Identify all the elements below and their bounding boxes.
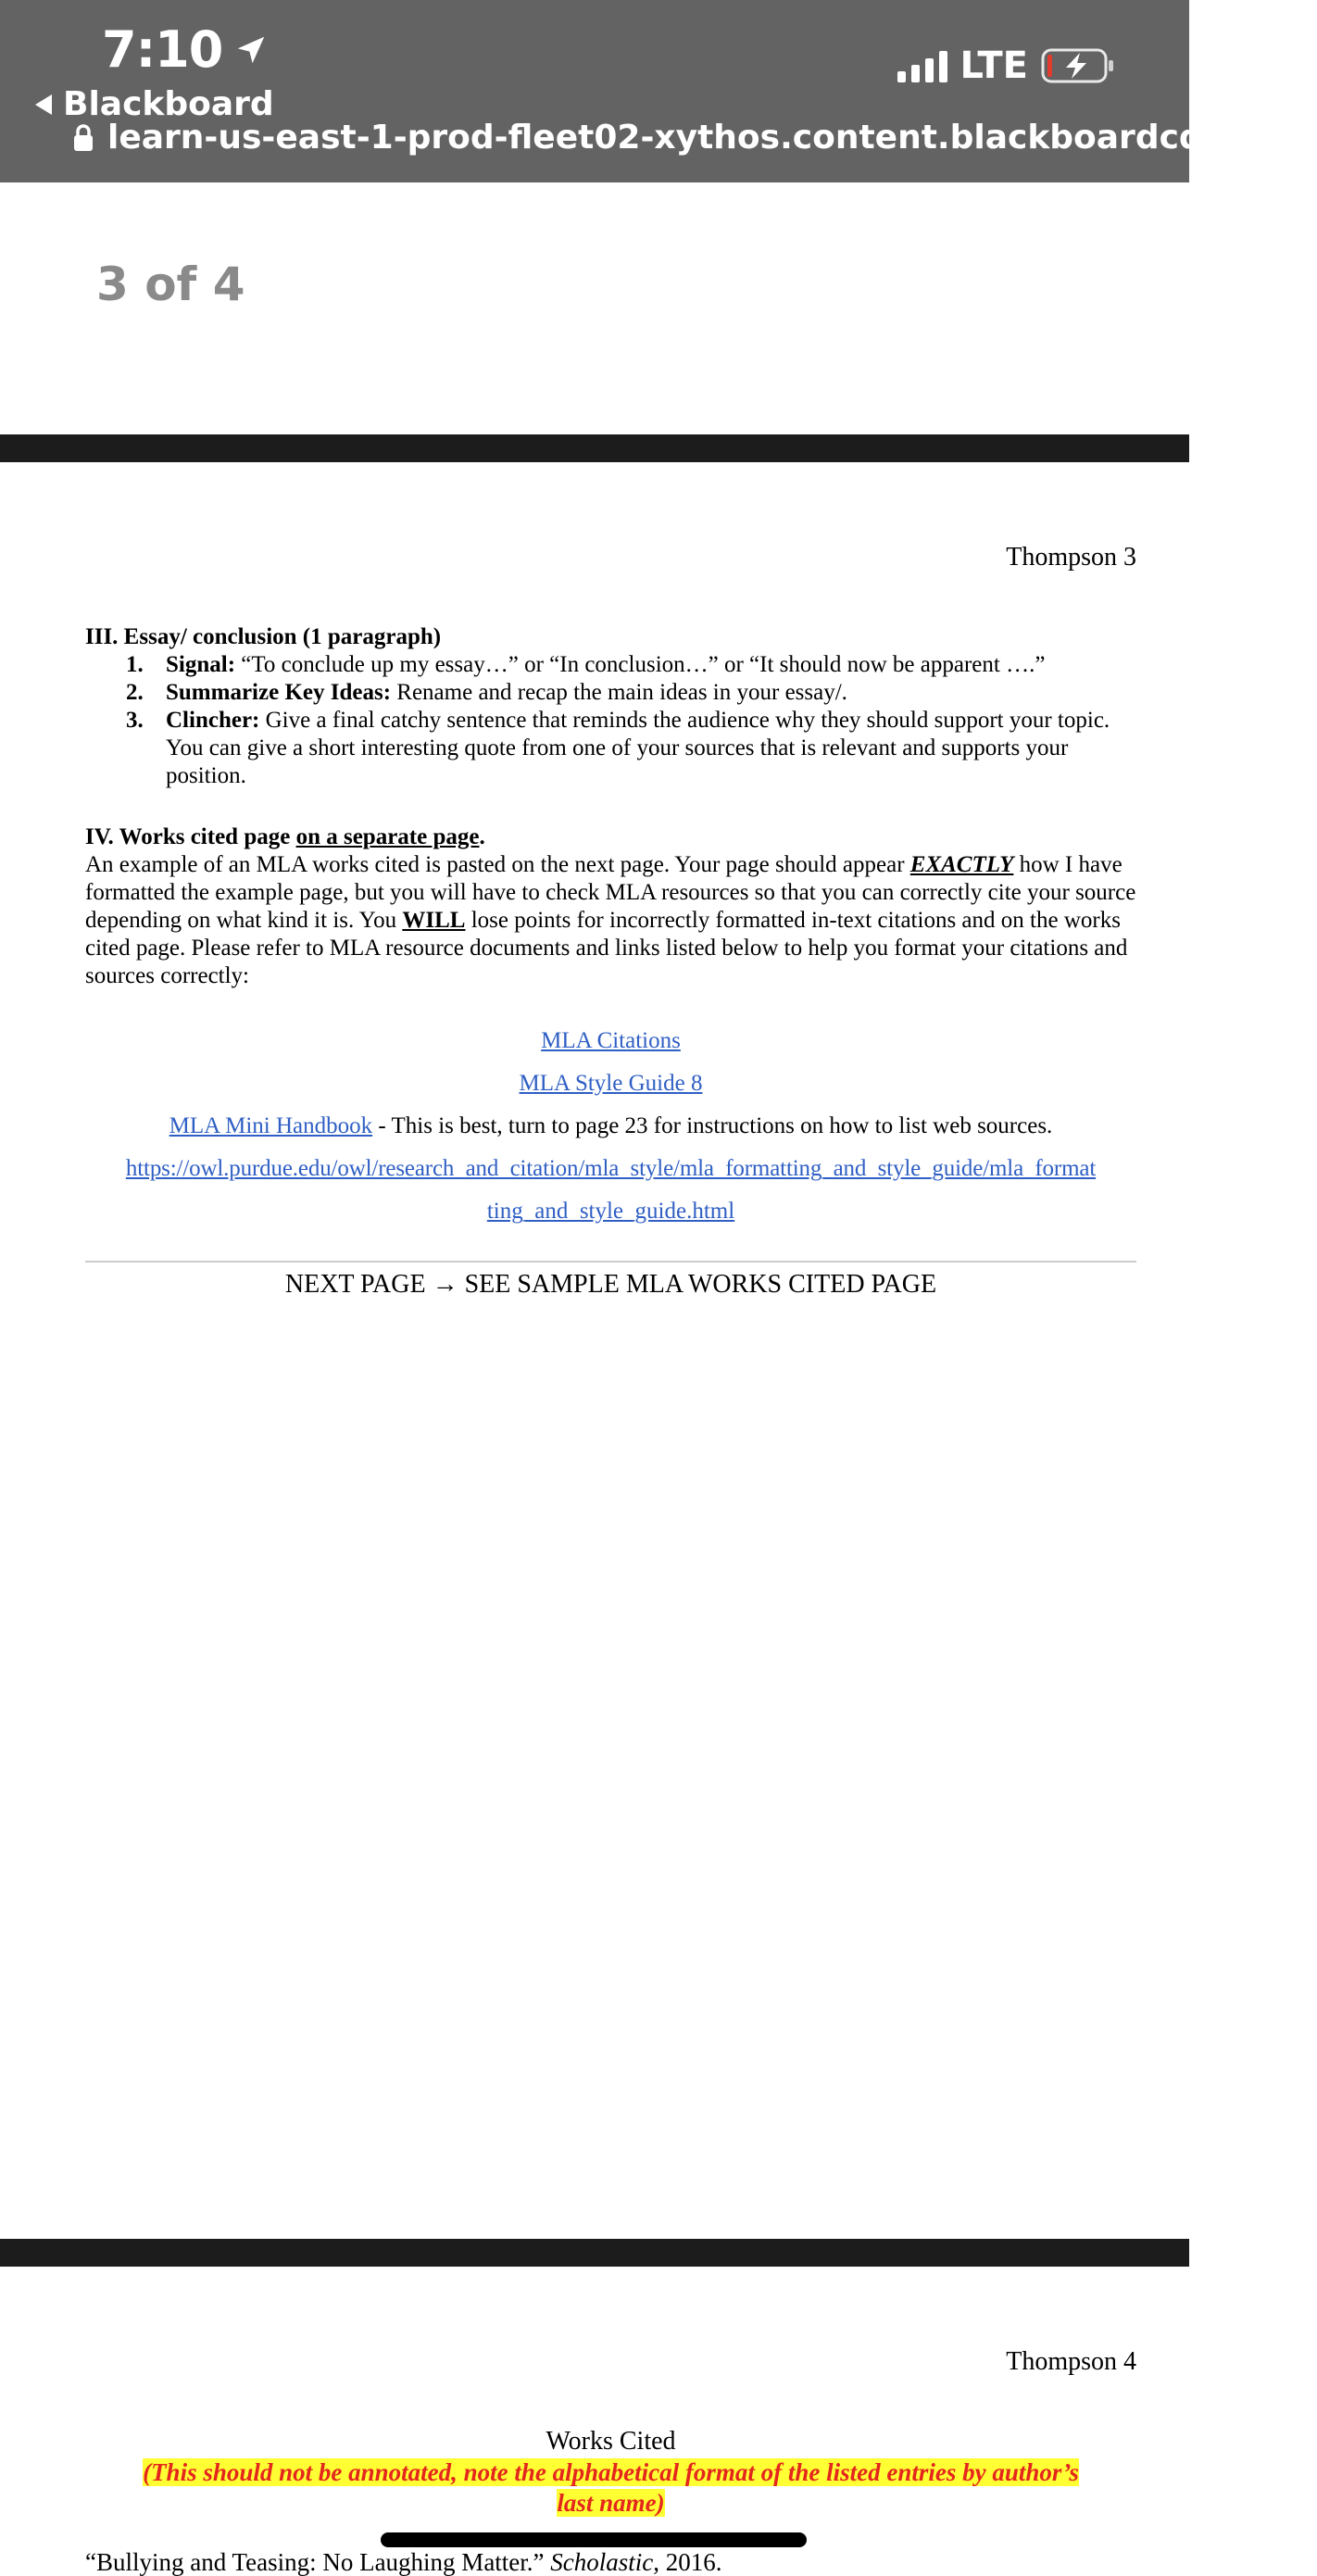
browser-header	[0, 0, 1317, 182]
carrier-label: LTE	[960, 44, 1028, 87]
page-header: Thompson 3	[1006, 543, 1136, 572]
link-purdue-owl[interactable]: https://owl.purdue.edu/owl/research_and_citation/mla_style/mla_formatting_and_style_guide/mla_format	[125, 1156, 1097, 1181]
back-app-label: Blackboard	[63, 85, 274, 123]
works-cited-note	[85, 2457, 1136, 2519]
section-title-text: IV. Works cited page	[85, 824, 291, 849]
list-item-label: Signal:	[166, 652, 236, 677]
link-mla-mini-handbook[interactable]: MLA Mini Handbook	[169, 1113, 373, 1138]
home-indicator[interactable]	[381, 2532, 807, 2547]
paragraph-text: lose points for incorrectly formatted in-text citations and on the works cited page. Please refer to MLA resource documents and links listed below to help you format your citations and sources correctly:	[85, 908, 1128, 988]
next-page-note: NEXT PAGE → SEE SAMPLE MLA WORKS CITED PAGE	[284, 1270, 937, 1299]
mini-handbook-note: - This is best, turn to page 23 for instructions on how to list web sources.	[372, 1113, 1053, 1138]
page-indicator: 3 of 4	[96, 258, 245, 311]
list-number: 3.	[126, 708, 144, 733]
paragraph-text: how I have formatted the example page, but you will have to check MLA resources so that you can correctly cite your source depending on what kind it is. You	[85, 852, 1136, 933]
back-to-app-button[interactable]	[33, 85, 274, 123]
note-line: last name)	[557, 2489, 665, 2517]
mini-handbook-line	[85, 1105, 1136, 1148]
url-text: learn-us-east-1-prod-fleet02-xythos.content.blackboardcdn.com	[107, 119, 1317, 157]
status-time-text: 7:10	[102, 20, 223, 79]
horizontal-rule	[85, 1261, 1136, 1263]
link-mla-citations[interactable]: MLA Citations	[541, 1028, 681, 1053]
section-works-cited	[85, 823, 1136, 990]
link-mla-style-guide[interactable]: MLA Style Guide 8	[519, 1071, 703, 1096]
section-conclusion	[85, 623, 1136, 790]
works-cited-entry	[85, 2548, 1136, 2576]
resource-links	[85, 1020, 1136, 1233]
back-triangle-icon	[33, 93, 54, 117]
conclusion-list	[85, 651, 1136, 790]
battery-charging-icon	[1041, 47, 1115, 84]
link-purdue-owl-continued[interactable]: ting_and_style_guide.html	[486, 1199, 735, 1224]
signal-icon	[897, 49, 947, 82]
list-number: 2.	[126, 680, 144, 705]
section-title-period: .	[479, 824, 485, 849]
status-time	[102, 20, 269, 79]
lock-icon	[72, 123, 94, 153]
emphasis-will: WILL	[402, 908, 466, 933]
page-header: Thompson 4	[1006, 2347, 1136, 2376]
page-divider	[0, 2239, 1189, 2267]
list-item-text: “To conclude up my essay…” or “In conclusion…” or “It should now be apparent ….”	[235, 652, 1046, 677]
list-item-text: Give a final catchy sentence that reminds the audience why they should support your topic. You can give a short interesting quote from one of your sources that is relevant and supports your position.	[166, 708, 1110, 788]
section-title-underlined: on a separate page	[295, 824, 480, 849]
section-title: III. Essay/ conclusion (1 paragraph)	[85, 624, 442, 649]
url-bar[interactable]	[72, 119, 1317, 157]
paragraph-text: An example of an MLA works cited is pasted on the next page. Your page should appear	[85, 852, 905, 877]
list-number: 1.	[126, 652, 144, 677]
entry-year: , 2016.	[653, 2548, 722, 2576]
list-item	[85, 651, 1136, 679]
list-item	[85, 679, 1136, 707]
page-divider	[0, 434, 1189, 462]
list-item-label: Clincher:	[166, 708, 260, 733]
list-item-text: Rename and recap the main ideas in your essay/.	[391, 680, 847, 705]
status-indicators	[897, 44, 1115, 87]
list-item	[85, 707, 1136, 790]
note-line: (This should not be annotated, note the alphabetical format of the listed entries by author’s	[143, 2458, 1079, 2486]
document-page-4	[0, 2267, 1189, 2576]
works-cited-title: Works Cited	[546, 2427, 676, 2456]
list-item-label: Summarize Key Ideas:	[166, 680, 392, 705]
entry-title: “Bullying and Teasing: No Laughing Matter.”	[85, 2548, 545, 2576]
emphasis-exactly: EXACTLY	[909, 852, 1014, 877]
entry-source: Scholastic	[550, 2548, 654, 2576]
instructions-paragraph	[85, 851, 1136, 990]
section-title	[85, 823, 1136, 851]
document-page-3	[0, 462, 1189, 2239]
location-arrow-icon	[233, 32, 269, 68]
